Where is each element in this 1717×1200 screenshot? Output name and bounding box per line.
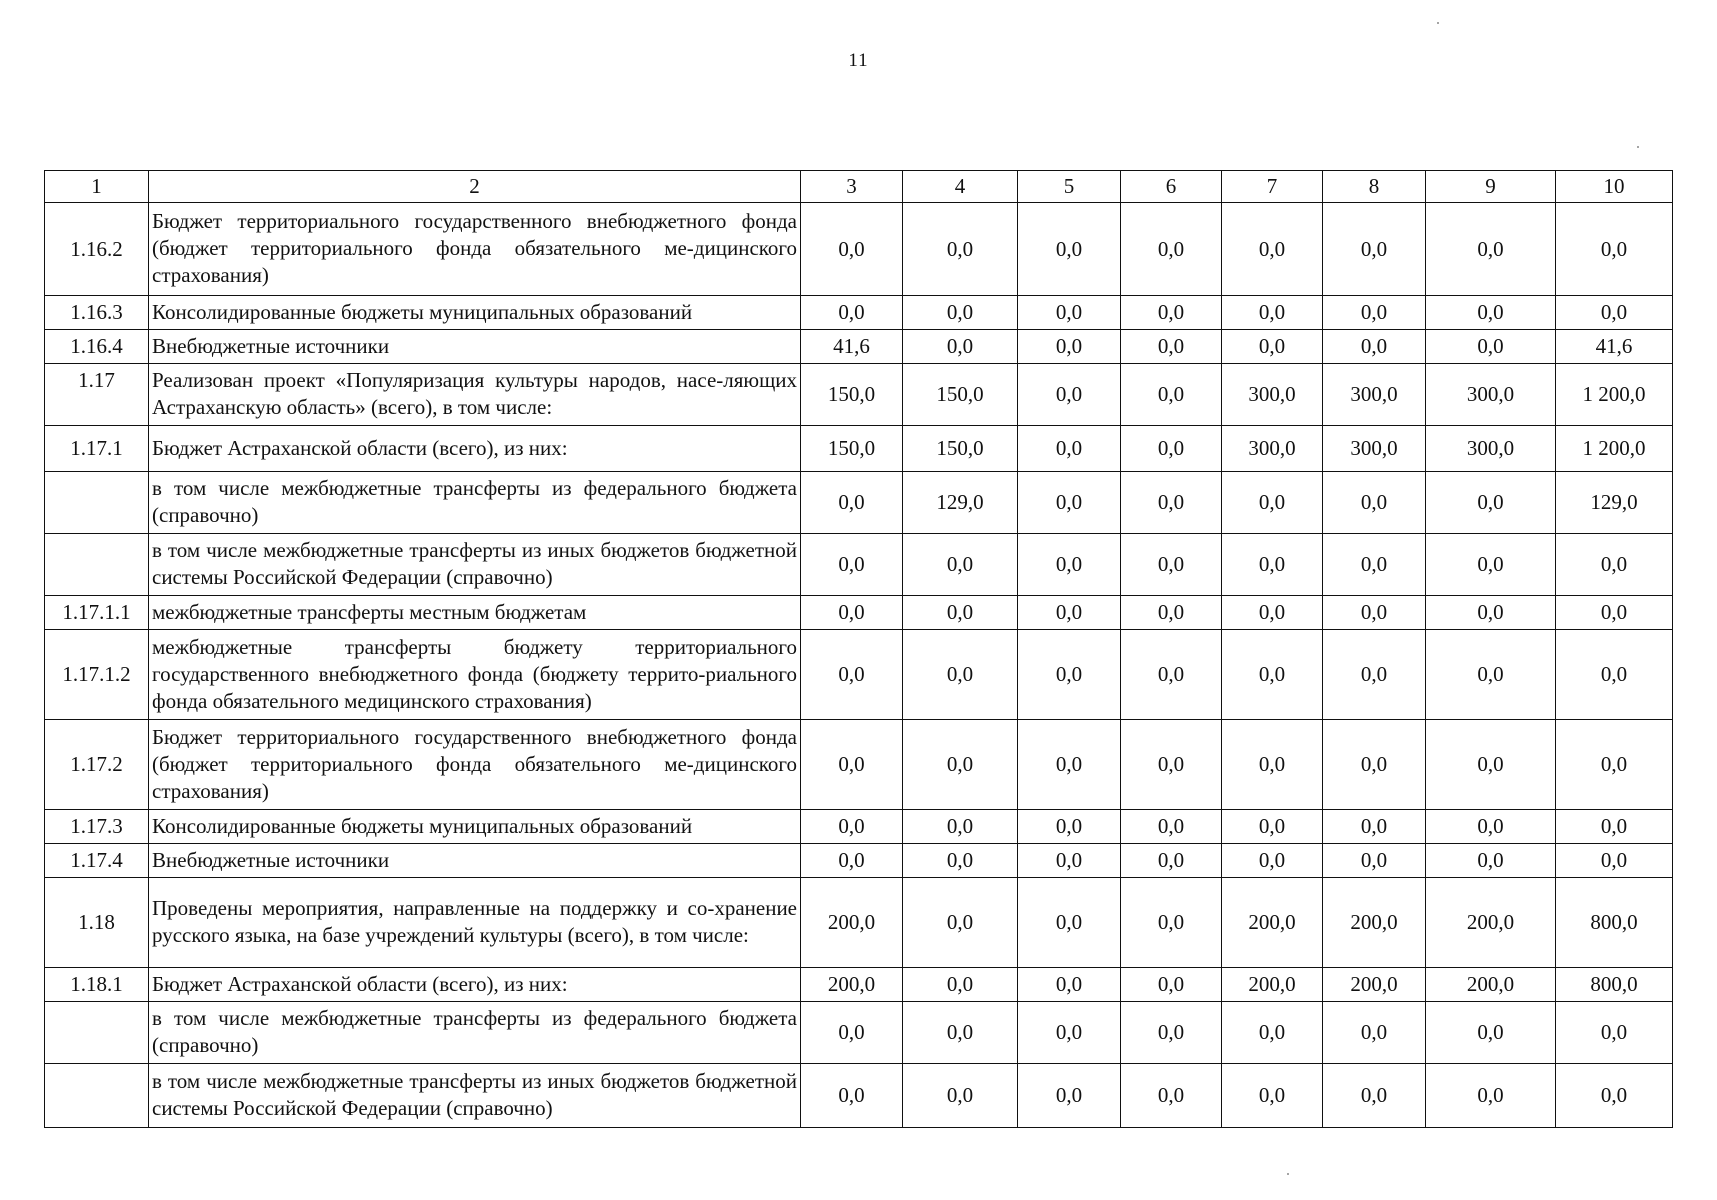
value-cell-col-10: 1 200,0 xyxy=(1556,364,1673,426)
row-description: Бюджет территориального государственного внебюджетного фонда (бюджет территориального фонда обязательного ме-дицинского страхования) xyxy=(149,203,801,296)
value-cell-col-4: 0,0 xyxy=(903,810,1018,844)
table-row xyxy=(45,426,1673,472)
value-cell-col-3: 0,0 xyxy=(801,472,903,534)
value-cell-col-10: 800,0 xyxy=(1556,878,1673,968)
value-cell-col-6: 0,0 xyxy=(1121,1064,1222,1128)
row-description: Внебюджетные источники xyxy=(149,844,801,878)
table-row xyxy=(45,968,1673,1002)
value-cell-col-10: 0,0 xyxy=(1556,810,1673,844)
value-cell-col-4: 0,0 xyxy=(903,296,1018,330)
value-cell-col-9: 200,0 xyxy=(1426,968,1556,1002)
value-cell-col-6: 0,0 xyxy=(1121,426,1222,472)
column-header-2: 2 xyxy=(149,171,801,203)
value-cell-col-9: 0,0 xyxy=(1426,844,1556,878)
value-cell-col-10: 129,0 xyxy=(1556,472,1673,534)
value-cell-col-5: 0,0 xyxy=(1018,630,1121,720)
column-header-8: 8 xyxy=(1323,171,1426,203)
value-cell-col-6: 0,0 xyxy=(1121,1002,1222,1064)
value-cell-col-4: 0,0 xyxy=(903,968,1018,1002)
value-cell-col-10: 0,0 xyxy=(1556,203,1673,296)
value-cell-col-3: 0,0 xyxy=(801,203,903,296)
value-cell-col-10: 0,0 xyxy=(1556,534,1673,596)
row-code: 1.17.2 xyxy=(45,720,149,810)
value-cell-col-3: 0,0 xyxy=(801,810,903,844)
budget-table xyxy=(44,170,1673,1128)
value-cell-col-5: 0,0 xyxy=(1018,878,1121,968)
value-cell-col-7: 0,0 xyxy=(1222,472,1323,534)
row-description: в том числе межбюджетные трансферты из иных бюджетов бюджетной системы Российской Федерации (справочно) xyxy=(149,534,801,596)
value-cell-col-4: 0,0 xyxy=(903,878,1018,968)
value-cell-col-4: 129,0 xyxy=(903,472,1018,534)
value-cell-col-4: 0,0 xyxy=(903,630,1018,720)
row-description: в том числе межбюджетные трансферты из иных бюджетов бюджетной системы Российской Федерации (справочно) xyxy=(149,1064,801,1128)
table-row xyxy=(45,330,1673,364)
value-cell-col-5: 0,0 xyxy=(1018,1002,1121,1064)
row-code: 1.16.4 xyxy=(45,330,149,364)
value-cell-col-8: 0,0 xyxy=(1323,1064,1426,1128)
value-cell-col-9: 0,0 xyxy=(1426,596,1556,630)
value-cell-col-3: 200,0 xyxy=(801,968,903,1002)
column-header-3: 3 xyxy=(801,171,903,203)
row-code xyxy=(45,534,149,596)
value-cell-col-8: 0,0 xyxy=(1323,596,1426,630)
value-cell-col-4: 0,0 xyxy=(903,330,1018,364)
value-cell-col-5: 0,0 xyxy=(1018,968,1121,1002)
row-code xyxy=(45,472,149,534)
row-description: Проведены мероприятия, направленные на поддержку и со-хранение русского языка, на базе учреждений культуры (всего), в том числе: xyxy=(149,878,801,968)
value-cell-col-9: 0,0 xyxy=(1426,534,1556,596)
value-cell-col-6: 0,0 xyxy=(1121,364,1222,426)
value-cell-col-5: 0,0 xyxy=(1018,364,1121,426)
scan-speck xyxy=(1437,22,1439,24)
row-code xyxy=(45,1064,149,1128)
value-cell-col-9: 300,0 xyxy=(1426,426,1556,472)
table-row xyxy=(45,878,1673,968)
value-cell-col-3: 0,0 xyxy=(801,596,903,630)
value-cell-col-9: 200,0 xyxy=(1426,878,1556,968)
value-cell-col-7: 300,0 xyxy=(1222,364,1323,426)
value-cell-col-5: 0,0 xyxy=(1018,534,1121,596)
value-cell-col-4: 0,0 xyxy=(903,534,1018,596)
value-cell-col-5: 0,0 xyxy=(1018,810,1121,844)
value-cell-col-7: 0,0 xyxy=(1222,720,1323,810)
value-cell-col-8: 0,0 xyxy=(1323,720,1426,810)
row-description: Внебюджетные источники xyxy=(149,330,801,364)
value-cell-col-3: 0,0 xyxy=(801,844,903,878)
value-cell-col-7: 300,0 xyxy=(1222,426,1323,472)
value-cell-col-6: 0,0 xyxy=(1121,630,1222,720)
value-cell-col-9: 0,0 xyxy=(1426,330,1556,364)
table-row xyxy=(45,630,1673,720)
value-cell-col-6: 0,0 xyxy=(1121,720,1222,810)
scan-speck xyxy=(1637,146,1639,148)
row-code: 1.18 xyxy=(45,878,149,968)
value-cell-col-9: 0,0 xyxy=(1426,1002,1556,1064)
value-cell-col-3: 200,0 xyxy=(801,878,903,968)
value-cell-col-8: 0,0 xyxy=(1323,203,1426,296)
row-description: в том числе межбюджетные трансферты из федерального бюджета (справочно) xyxy=(149,472,801,534)
value-cell-col-5: 0,0 xyxy=(1018,1064,1121,1128)
value-cell-col-3: 41,6 xyxy=(801,330,903,364)
value-cell-col-6: 0,0 xyxy=(1121,878,1222,968)
value-cell-col-6: 0,0 xyxy=(1121,810,1222,844)
row-description: Консолидированные бюджеты муниципальных образований xyxy=(149,296,801,330)
value-cell-col-4: 150,0 xyxy=(903,426,1018,472)
row-description: в том числе межбюджетные трансферты из федерального бюджета (справочно) xyxy=(149,1002,801,1064)
value-cell-col-7: 0,0 xyxy=(1222,203,1323,296)
row-description: Бюджет территориального государственного внебюджетного фонда (бюджет территориального фонда обязательного ме-дицинского страхования) xyxy=(149,720,801,810)
value-cell-col-8: 0,0 xyxy=(1323,296,1426,330)
row-code: 1.17.4 xyxy=(45,844,149,878)
column-header-6: 6 xyxy=(1121,171,1222,203)
value-cell-col-8: 300,0 xyxy=(1323,364,1426,426)
value-cell-col-9: 0,0 xyxy=(1426,1064,1556,1128)
value-cell-col-8: 0,0 xyxy=(1323,1002,1426,1064)
column-header-7: 7 xyxy=(1222,171,1323,203)
value-cell-col-7: 0,0 xyxy=(1222,1002,1323,1064)
value-cell-col-3: 0,0 xyxy=(801,1064,903,1128)
value-cell-col-6: 0,0 xyxy=(1121,330,1222,364)
value-cell-col-6: 0,0 xyxy=(1121,844,1222,878)
value-cell-col-6: 0,0 xyxy=(1121,296,1222,330)
value-cell-col-3: 0,0 xyxy=(801,630,903,720)
column-header-9: 9 xyxy=(1426,171,1556,203)
value-cell-col-7: 0,0 xyxy=(1222,810,1323,844)
value-cell-col-10: 800,0 xyxy=(1556,968,1673,1002)
value-cell-col-6: 0,0 xyxy=(1121,968,1222,1002)
value-cell-col-9: 0,0 xyxy=(1426,630,1556,720)
row-code: 1.16.2 xyxy=(45,203,149,296)
value-cell-col-9: 0,0 xyxy=(1426,472,1556,534)
value-cell-col-9: 0,0 xyxy=(1426,810,1556,844)
row-code: 1.17.1.1 xyxy=(45,596,149,630)
row-code: 1.17 xyxy=(45,364,149,426)
value-cell-col-8: 0,0 xyxy=(1323,534,1426,596)
value-cell-col-10: 0,0 xyxy=(1556,296,1673,330)
column-header-5: 5 xyxy=(1018,171,1121,203)
row-description: Реализован проект «Популяризация культуры народов, насе-ляющих Астраханскую область» (всего), в том числе: xyxy=(149,364,801,426)
value-cell-col-4: 150,0 xyxy=(903,364,1018,426)
value-cell-col-4: 0,0 xyxy=(903,844,1018,878)
value-cell-col-7: 0,0 xyxy=(1222,596,1323,630)
value-cell-col-3: 0,0 xyxy=(801,296,903,330)
value-cell-col-4: 0,0 xyxy=(903,1064,1018,1128)
value-cell-col-5: 0,0 xyxy=(1018,203,1121,296)
table-row xyxy=(45,203,1673,296)
table-row xyxy=(45,1064,1673,1128)
table-row xyxy=(45,1002,1673,1064)
value-cell-col-5: 0,0 xyxy=(1018,296,1121,330)
page-number: 11 xyxy=(848,50,869,71)
value-cell-col-10: 0,0 xyxy=(1556,596,1673,630)
table-row xyxy=(45,596,1673,630)
row-code: 1.16.3 xyxy=(45,296,149,330)
value-cell-col-7: 0,0 xyxy=(1222,1064,1323,1128)
value-cell-col-8: 0,0 xyxy=(1323,844,1426,878)
value-cell-col-5: 0,0 xyxy=(1018,596,1121,630)
value-cell-col-4: 0,0 xyxy=(903,203,1018,296)
row-code: 1.17.1.2 xyxy=(45,630,149,720)
value-cell-col-5: 0,0 xyxy=(1018,330,1121,364)
value-cell-col-3: 0,0 xyxy=(801,720,903,810)
value-cell-col-8: 200,0 xyxy=(1323,968,1426,1002)
value-cell-col-3: 150,0 xyxy=(801,364,903,426)
value-cell-col-6: 0,0 xyxy=(1121,534,1222,596)
value-cell-col-10: 41,6 xyxy=(1556,330,1673,364)
value-cell-col-3: 0,0 xyxy=(801,1002,903,1064)
value-cell-col-10: 0,0 xyxy=(1556,630,1673,720)
value-cell-col-9: 0,0 xyxy=(1426,296,1556,330)
value-cell-col-8: 300,0 xyxy=(1323,426,1426,472)
value-cell-col-10: 0,0 xyxy=(1556,1002,1673,1064)
scan-speck xyxy=(1287,1173,1289,1175)
row-code: 1.17.1 xyxy=(45,426,149,472)
table-row xyxy=(45,296,1673,330)
column-header-1: 1 xyxy=(45,171,149,203)
column-header-10: 10 xyxy=(1556,171,1673,203)
value-cell-col-8: 200,0 xyxy=(1323,878,1426,968)
value-cell-col-7: 0,0 xyxy=(1222,630,1323,720)
table-row xyxy=(45,534,1673,596)
value-cell-col-7: 0,0 xyxy=(1222,844,1323,878)
value-cell-col-6: 0,0 xyxy=(1121,203,1222,296)
row-description: Бюджет Астраханской области (всего), из них: xyxy=(149,968,801,1002)
value-cell-col-10: 0,0 xyxy=(1556,844,1673,878)
value-cell-col-7: 0,0 xyxy=(1222,534,1323,596)
value-cell-col-6: 0,0 xyxy=(1121,472,1222,534)
value-cell-col-9: 0,0 xyxy=(1426,203,1556,296)
value-cell-col-10: 1 200,0 xyxy=(1556,426,1673,472)
table-row xyxy=(45,472,1673,534)
row-description: Консолидированные бюджеты муниципальных образований xyxy=(149,810,801,844)
value-cell-col-10: 0,0 xyxy=(1556,1064,1673,1128)
table-header-row xyxy=(45,171,1673,203)
value-cell-col-8: 0,0 xyxy=(1323,810,1426,844)
row-description: Бюджет Астраханской области (всего), из них: xyxy=(149,426,801,472)
value-cell-col-6: 0,0 xyxy=(1121,596,1222,630)
row-code: 1.18.1 xyxy=(45,968,149,1002)
table-body xyxy=(45,171,1673,1128)
table-row xyxy=(45,720,1673,810)
row-description: межбюджетные трансферты бюджету территориального государственного внебюджетного фонда (бюджету террито-риального фонда обязательного медицинского страхования) xyxy=(149,630,801,720)
value-cell-col-4: 0,0 xyxy=(903,596,1018,630)
row-code xyxy=(45,1002,149,1064)
value-cell-col-9: 300,0 xyxy=(1426,364,1556,426)
value-cell-col-5: 0,0 xyxy=(1018,844,1121,878)
value-cell-col-5: 0,0 xyxy=(1018,426,1121,472)
value-cell-col-10: 0,0 xyxy=(1556,720,1673,810)
value-cell-col-4: 0,0 xyxy=(903,1002,1018,1064)
value-cell-col-4: 0,0 xyxy=(903,720,1018,810)
table-row xyxy=(45,810,1673,844)
value-cell-col-5: 0,0 xyxy=(1018,720,1121,810)
value-cell-col-7: 0,0 xyxy=(1222,330,1323,364)
value-cell-col-3: 0,0 xyxy=(801,534,903,596)
table-row xyxy=(45,844,1673,878)
column-header-4: 4 xyxy=(903,171,1018,203)
value-cell-col-8: 0,0 xyxy=(1323,630,1426,720)
value-cell-col-3: 150,0 xyxy=(801,426,903,472)
value-cell-col-8: 0,0 xyxy=(1323,472,1426,534)
row-description: межбюджетные трансферты местным бюджетам xyxy=(149,596,801,630)
value-cell-col-8: 0,0 xyxy=(1323,330,1426,364)
table-row xyxy=(45,364,1673,426)
value-cell-col-9: 0,0 xyxy=(1426,720,1556,810)
value-cell-col-5: 0,0 xyxy=(1018,472,1121,534)
row-code: 1.17.3 xyxy=(45,810,149,844)
value-cell-col-7: 200,0 xyxy=(1222,968,1323,1002)
value-cell-col-7: 0,0 xyxy=(1222,296,1323,330)
value-cell-col-7: 200,0 xyxy=(1222,878,1323,968)
